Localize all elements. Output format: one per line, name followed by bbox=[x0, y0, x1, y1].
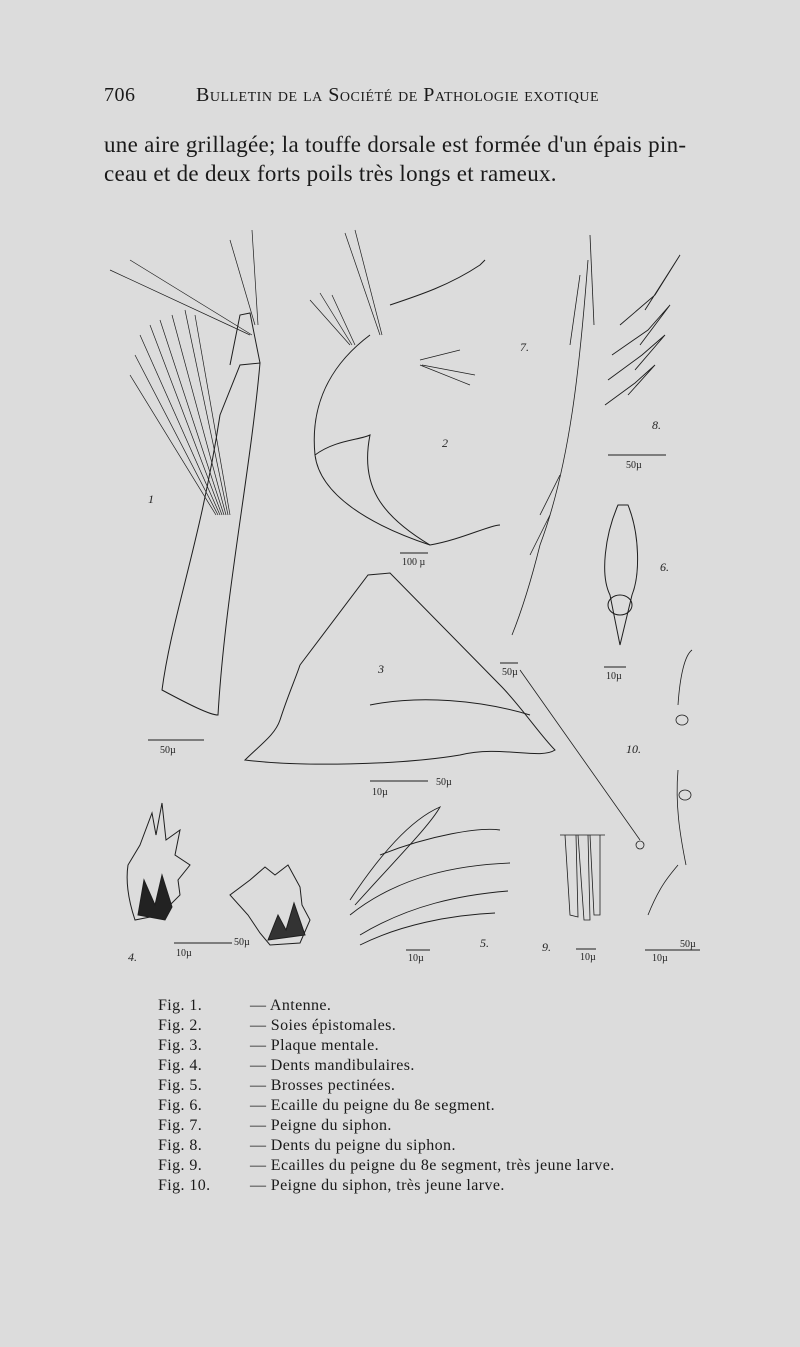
page-number: 706 bbox=[104, 84, 136, 106]
fig8-label: 8. bbox=[652, 418, 661, 432]
fig1-antenna-drawing bbox=[110, 230, 260, 715]
figure-plate bbox=[100, 215, 700, 975]
caption-row: Fig. 5. — Brosses pectinées. bbox=[158, 1077, 396, 1094]
journal-title: Bulletin de la Société de Pathologie exotique bbox=[196, 84, 600, 106]
caption-row: Fig. 2. — Soies épistomales. bbox=[158, 1017, 397, 1034]
fig7-siphon-comb-drawing bbox=[512, 235, 594, 635]
caption-row: Fig. 7. — Peigne du siphon. bbox=[158, 1117, 392, 1134]
fig10-scale-label-a: 50µ bbox=[680, 939, 696, 950]
caption-row: Fig. 10. — Peigne du siphon, très jeune larve. bbox=[158, 1177, 505, 1194]
fig9-scale-label: 10µ bbox=[580, 952, 596, 963]
fig6-scale-label: 10µ bbox=[606, 671, 622, 682]
fig5-label: 5. bbox=[480, 936, 489, 950]
fig7-label: 7. bbox=[520, 340, 529, 354]
fig6-comb-scale-drawing bbox=[605, 505, 638, 645]
caption-row: Fig. 8. — Dents du peigne du siphon. bbox=[158, 1137, 456, 1154]
caption-row: Fig. 4. — Dents mandibulaires. bbox=[158, 1057, 415, 1074]
fig8-scale-label: 50µ bbox=[626, 460, 642, 471]
intro-paragraph bbox=[104, 130, 754, 188]
running-header bbox=[104, 84, 664, 114]
fig4-mandibular-teeth-drawing bbox=[127, 803, 310, 945]
fig10-scale-label-b: 10µ bbox=[652, 953, 668, 964]
fig10-label: 10. bbox=[626, 742, 641, 756]
fig4-scale-label-b: 10µ bbox=[176, 948, 192, 959]
fig2-label: 2 bbox=[442, 436, 448, 450]
fig3-scale-label-b: 10µ bbox=[372, 787, 388, 798]
caption-row: Fig. 1. — Antenne. bbox=[158, 997, 332, 1014]
fig9-young-larva-scales-drawing bbox=[560, 835, 605, 920]
fig4-scale-label-a: 50µ bbox=[234, 937, 250, 948]
fig1-label: 1 bbox=[148, 492, 154, 506]
fig3-scale-label-a: 50µ bbox=[436, 777, 452, 788]
caption-row: Fig. 3. — Plaque mentale. bbox=[158, 1037, 379, 1054]
intro-line-1: une aire grillagée; la touffe dorsale est formée d'un épais pin- bbox=[104, 132, 687, 157]
fig8-siphon-comb-teeth-drawing bbox=[605, 255, 680, 405]
caption-row: Fig. 9. — Ecailles du peigne du 8e segment, très jeune larve. bbox=[158, 1157, 615, 1174]
fig2-scale-label: 100 µ bbox=[402, 557, 426, 568]
figure-captions bbox=[158, 996, 718, 1196]
fig5-pectinate-brushes-drawing bbox=[350, 807, 510, 945]
fig6-label: 6. bbox=[660, 560, 669, 574]
fig4-label: 4. bbox=[128, 950, 137, 964]
fig3-label: 3 bbox=[378, 662, 384, 676]
fig2-epistomal-setae-drawing bbox=[310, 230, 500, 545]
caption-row: Fig. 6. — Ecaille du peigne du 8e segment. bbox=[158, 1097, 496, 1114]
fig10-young-larva-siphon-comb-drawing bbox=[520, 650, 692, 915]
fig7-scale-label: 50µ bbox=[502, 667, 518, 678]
fig1-scale-label: 50µ bbox=[160, 745, 176, 756]
fig5-scale-label: 10µ bbox=[408, 953, 424, 964]
fig9-label: 9. bbox=[542, 940, 551, 954]
intro-line-2: ceau et de deux forts poils très longs et rameux. bbox=[104, 161, 557, 186]
